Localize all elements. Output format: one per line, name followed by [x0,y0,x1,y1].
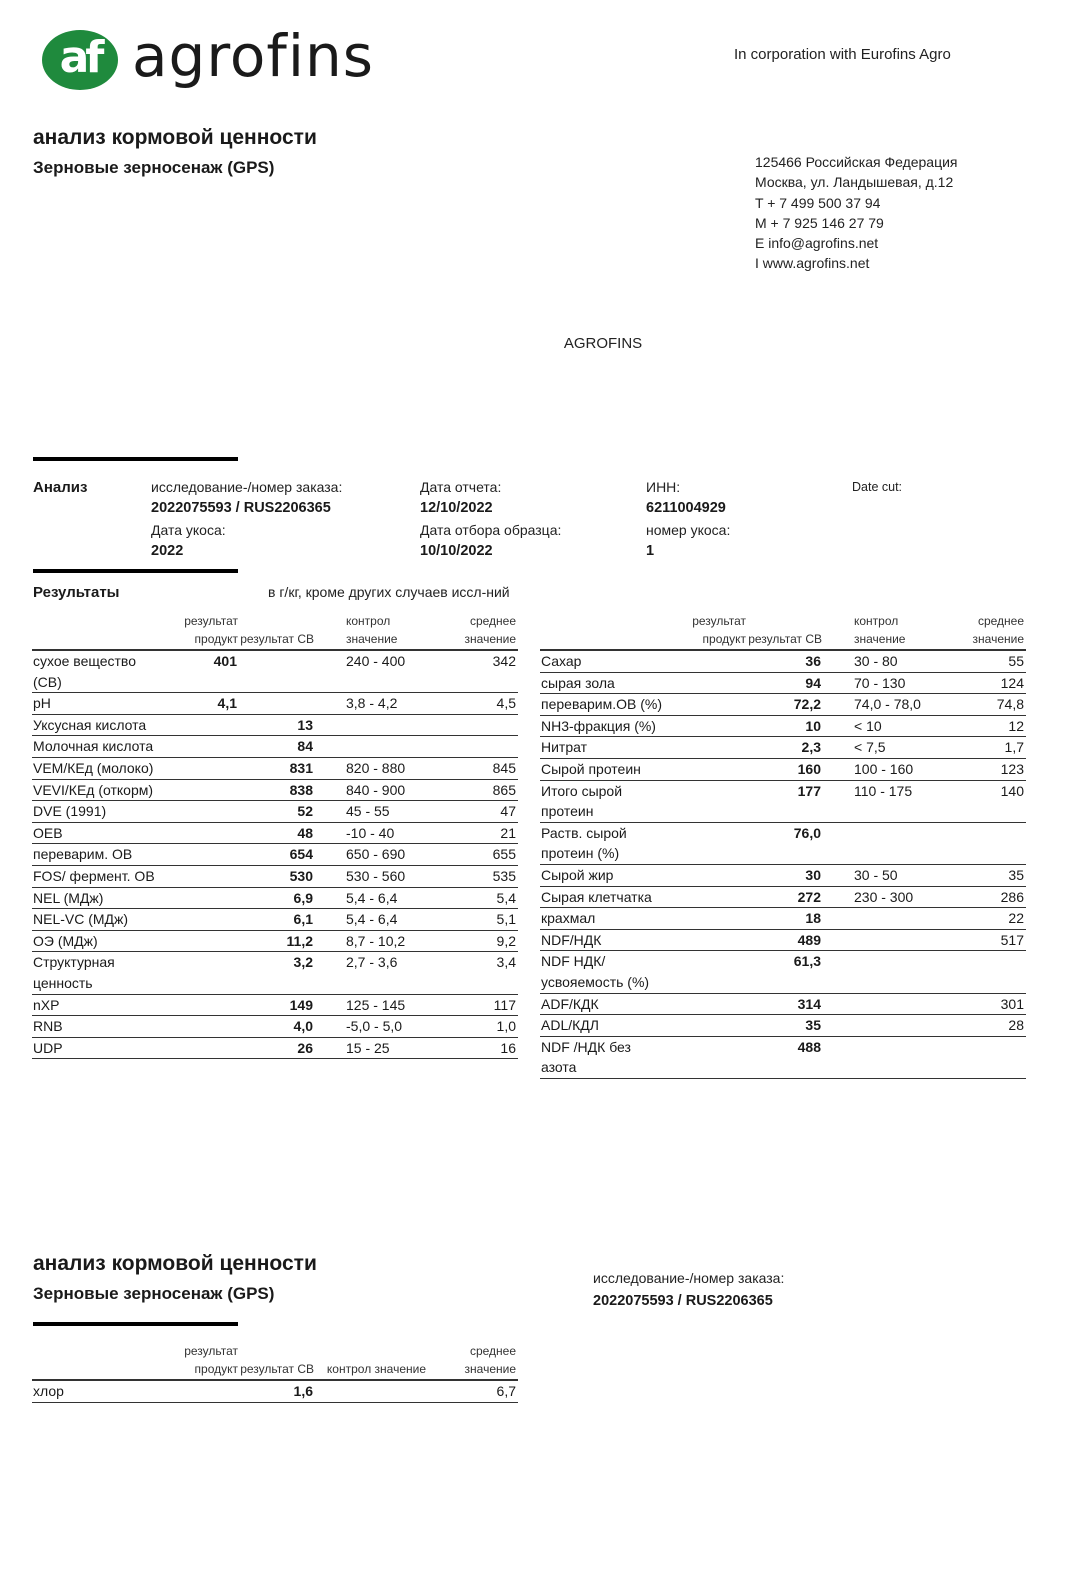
result-dm: 838 [240,779,316,801]
average-value: 1,7 [936,737,1026,759]
analysis-label: Анализ [33,479,88,496]
table-row [540,864,1026,886]
control-range: 45 - 55 [316,801,428,823]
result-dm: 48 [240,822,316,844]
result-product [670,1015,748,1037]
result-dm: 72,2 [748,694,824,716]
control-range [824,993,936,1015]
param-name: pH [32,693,162,715]
table-row [540,737,1026,759]
param-name: Раств. сырой протеин (%) [540,822,670,864]
address-mobile: M + 7 925 146 27 79 [755,214,884,231]
param-name: nXP [32,994,162,1016]
result-dm: 30 [748,864,824,886]
cut-date-label: Дата укоса: [151,522,226,538]
param-name: NEL-VC (МДж) [32,909,162,931]
average-value: 655 [428,844,518,866]
control-range: < 10 [824,715,936,737]
table-row [540,650,1026,672]
param-name: VEVI/КЕд (откорм) [32,779,162,801]
address-line: Москва, ул. Ландышевая, д.12 [755,174,954,191]
inn-value: 6211004929 [646,500,726,516]
result-product [670,908,748,930]
col-header-average: среднее значение [936,612,1026,650]
col-header-dm: результат СВ [240,612,316,650]
col-header-dm: результат СВ [240,1342,316,1380]
control-range: 110 - 175 [824,780,936,822]
report-date-label: Дата отчета: [420,479,502,495]
average-value: 21 [428,822,518,844]
result-dm: 36 [748,650,824,672]
table-row [32,801,518,823]
control-range: 30 - 50 [824,864,936,886]
param-name: Сахар [540,650,670,672]
control-range: 530 - 560 [316,865,428,887]
result-product [162,757,240,779]
average-value: 301 [936,993,1026,1015]
second-report-title: анализ кормовой ценности [33,1252,317,1275]
result-dm: 530 [240,865,316,887]
result-product [670,1036,748,1078]
result-dm: 6,1 [240,909,316,931]
average-value: 35 [936,864,1026,886]
average-value: 28 [936,1015,1026,1037]
result-product [162,822,240,844]
average-value: 342 [428,650,518,693]
agrofins-logo-mark: af [42,30,118,90]
control-range: 8,7 - 10,2 [316,930,428,952]
date-cut-label: Date cut: [852,480,903,494]
table-row [32,693,518,715]
results-left-body [32,650,518,1059]
result-product [670,929,748,951]
result-product [670,672,748,694]
average-value [428,736,518,758]
param-name: NDF/НДК [540,929,670,951]
result-dm: 84 [240,736,316,758]
table-row [32,952,518,994]
param-name: переварим. ОВ [32,844,162,866]
inn-label: ИНН: [646,479,681,495]
result-product: 4,1 [162,693,240,715]
table-row [540,694,1026,716]
average-value: 47 [428,801,518,823]
control-range: 15 - 25 [316,1037,428,1059]
control-range: 70 - 130 [824,672,936,694]
table-row [540,929,1026,951]
result-dm: 314 [748,993,824,1015]
table-row [32,865,518,887]
average-value: 16 [428,1037,518,1059]
average-value: 5,1 [428,909,518,931]
control-range: -10 - 40 [316,822,428,844]
average-value: 286 [936,886,1026,908]
table-row [32,930,518,952]
average-value [936,951,1026,993]
result-product [162,1380,240,1402]
average-value: 845 [428,757,518,779]
second-order-label: исследование-/номер заказа: [593,1270,785,1286]
param-name: NDF /НДК без азота [540,1036,670,1078]
table-row [32,844,518,866]
result-dm: 52 [240,801,316,823]
param-name: VEM/КЕд (молоко) [32,757,162,779]
table-header-row [32,612,518,650]
control-range: 2,7 - 3,6 [316,952,428,994]
result-dm [240,650,316,693]
result-dm: 6,9 [240,887,316,909]
average-value: 535 [428,865,518,887]
average-value: 123 [936,758,1026,780]
results-label: Результаты [33,584,120,601]
table-row [32,994,518,1016]
result-dm [240,693,316,715]
average-value: 4,5 [428,693,518,715]
average-value: 12 [936,715,1026,737]
table-row [32,757,518,779]
control-range: 125 - 145 [316,994,428,1016]
result-product [162,779,240,801]
result-dm: 488 [748,1036,824,1078]
param-name: Уксусная кислота [32,714,162,736]
average-value: 9,2 [428,930,518,952]
param-name: NEL (МДж) [32,887,162,909]
control-range: 74,0 - 78,0 [824,694,936,716]
control-range [824,908,936,930]
address-line: 125466 Российская Федерация [755,154,958,170]
result-product [670,758,748,780]
result-product [162,887,240,909]
control-range [824,1015,936,1037]
result-product [670,650,748,672]
chlorine-table [32,1342,518,1403]
table-row [32,822,518,844]
result-dm: 4,0 [240,1016,316,1038]
param-name: Молочная кислота [32,736,162,758]
table-row [540,951,1026,993]
control-range: 5,4 - 6,4 [316,909,428,931]
control-range [316,714,428,736]
result-product [162,930,240,952]
results-right-body [540,650,1026,1078]
param-name: Итого сырой протеин [540,780,670,822]
control-range: < 7,5 [824,737,936,759]
cut-number-value: 1 [646,543,655,559]
result-dm: 149 [240,994,316,1016]
average-value: 124 [936,672,1026,694]
result-product [162,1016,240,1038]
param-name: Сырой жир [540,864,670,886]
param-name: переварим.ОВ (%) [540,694,670,716]
table-row [540,1036,1026,1078]
table-row [540,886,1026,908]
param-name: хлор [32,1380,162,1402]
control-range [316,1380,428,1402]
average-value: 517 [936,929,1026,951]
table-row [32,909,518,931]
table-row [540,1015,1026,1037]
average-value: 22 [936,908,1026,930]
average-value: 1,0 [428,1016,518,1038]
param-name: сухое вещество (СВ) [32,650,162,693]
table-header-row [32,1342,518,1380]
cut-number-label: номер укоса: [646,522,731,538]
table-row [32,650,518,693]
result-product [162,736,240,758]
param-name: ADF/КДК [540,993,670,1015]
table-row [540,672,1026,694]
result-product [162,909,240,931]
param-name: ADL/КДЛ [540,1015,670,1037]
control-range [824,1036,936,1078]
report-date-value: 12/10/2022 [420,500,493,516]
control-range [824,951,936,993]
table-row [540,780,1026,822]
result-dm: 26 [240,1037,316,1059]
section-divider [33,457,238,461]
report-title: анализ кормовой ценности [33,126,317,149]
average-value [936,822,1026,864]
col-header-control: контрол значение [824,612,936,650]
result-product [162,801,240,823]
result-product [670,886,748,908]
result-product [670,780,748,822]
param-name: Нитрат [540,737,670,759]
table-row [540,993,1026,1015]
second-report-subtitle: Зерновые зерносенаж (GPS) [33,1284,275,1303]
result-product [670,694,748,716]
param-name: UDP [32,1037,162,1059]
result-product [670,822,748,864]
result-product [670,993,748,1015]
table-row [32,714,518,736]
result-dm: 177 [748,780,824,822]
result-dm: 18 [748,908,824,930]
address-phone: T + 7 499 500 37 94 [755,194,881,211]
result-dm: 2,3 [748,737,824,759]
section-divider [33,1322,238,1326]
control-range [316,736,428,758]
param-name: сырая зола [540,672,670,694]
result-product [670,715,748,737]
param-name: Сырая клетчатка [540,886,670,908]
param-name: ОЭ (МДж) [32,930,162,952]
average-value: 117 [428,994,518,1016]
result-product [670,864,748,886]
control-range: 3,8 - 4,2 [316,693,428,715]
result-product [670,737,748,759]
result-product [162,714,240,736]
average-value: 865 [428,779,518,801]
agrofins-logo-wordmark: agrofins [132,22,374,90]
control-range: 30 - 80 [824,650,936,672]
second-order-value: 2022075593 / RUS2206365 [593,1293,773,1309]
result-product [162,844,240,866]
table-row [540,715,1026,737]
param-name: RNB [32,1016,162,1038]
cut-date-value: 2022 [151,543,184,559]
result-dm: 13 [240,714,316,736]
control-range: -5,0 - 5,0 [316,1016,428,1038]
report-subtitle: Зерновые зерносенаж (GPS) [33,158,275,177]
col-header-product: результат продукт [162,1342,240,1380]
table-row [32,1037,518,1059]
col-header-control: контрол значение [316,612,428,650]
control-range [824,929,936,951]
address-email: E info@agrofins.net [755,235,879,252]
control-range [824,822,936,864]
chlorine-body [32,1380,518,1402]
result-product [162,994,240,1016]
control-range: 840 - 900 [316,779,428,801]
table-row [32,736,518,758]
col-header-dm: результат СВ [748,612,824,650]
table-row [32,1016,518,1038]
section-divider [33,569,238,573]
param-name: Структурная ценность [32,952,162,994]
result-product [670,951,748,993]
average-value [936,1036,1026,1078]
control-range: 650 - 690 [316,844,428,866]
col-header-product: результат продукт [162,612,240,650]
control-range: 230 - 300 [824,886,936,908]
param-name: NDF НДК/усвояемость (%) [540,951,670,993]
control-range: 820 - 880 [316,757,428,779]
result-product [162,1037,240,1059]
table-row [540,758,1026,780]
result-dm: 272 [748,886,824,908]
average-value: 74,8 [936,694,1026,716]
address-website: I www.agrofins.net [755,255,870,272]
result-product: 401 [162,650,240,693]
result-dm: 61,3 [748,951,824,993]
result-product [162,865,240,887]
order-value: 2022075593 / RUS2206365 [151,500,331,516]
param-name: NH3-фракция (%) [540,715,670,737]
average-value: 55 [936,650,1026,672]
col-header-average: среднее значение [428,612,518,650]
result-dm: 160 [748,758,824,780]
col-header-control: контрол значение [316,1342,428,1380]
average-value [428,714,518,736]
param-name: DVE (1991) [32,801,162,823]
table-row [32,887,518,909]
result-dm: 10 [748,715,824,737]
table-header-row [540,612,1026,650]
order-label: исследование-/номер заказа: [151,479,343,495]
result-dm: 654 [240,844,316,866]
result-dm: 489 [748,929,824,951]
param-name: Сырой протеин [540,758,670,780]
result-dm: 35 [748,1015,824,1037]
average-value: 3,4 [428,952,518,994]
col-header-average: среднее значение [428,1342,518,1380]
result-product [162,952,240,994]
param-name: крахмал [540,908,670,930]
result-dm: 3,2 [240,952,316,994]
control-range: 5,4 - 6,4 [316,887,428,909]
result-dm: 94 [748,672,824,694]
result-dm: 831 [240,757,316,779]
results-table-left [32,612,518,1059]
company-address [755,152,958,274]
average-value: 5,4 [428,887,518,909]
client-company: AGROFINS [563,335,643,352]
param-name: OEB [32,822,162,844]
col-header-product: результат продукт [670,612,748,650]
sample-date-label: Дата отбора образца: [420,522,562,538]
result-dm: 76,0 [748,822,824,864]
average-value: 6,7 [428,1380,518,1402]
param-name: FOS/ фермент. ОВ [32,865,162,887]
control-range: 240 - 400 [316,650,428,693]
sample-date-value: 10/10/2022 [420,543,493,559]
control-range: 100 - 160 [824,758,936,780]
corporation-note: In corporation with Eurofins Agro [734,46,951,63]
average-value: 140 [936,780,1026,822]
result-dm: 1,6 [240,1380,316,1402]
unit-note: в г/кг, кроме других случаев иссл-ний [268,584,510,600]
table-row [540,908,1026,930]
table-row [540,822,1026,864]
result-dm: 11,2 [240,930,316,952]
table-row [32,1380,518,1402]
results-table-right [540,612,1026,1079]
table-row [32,779,518,801]
